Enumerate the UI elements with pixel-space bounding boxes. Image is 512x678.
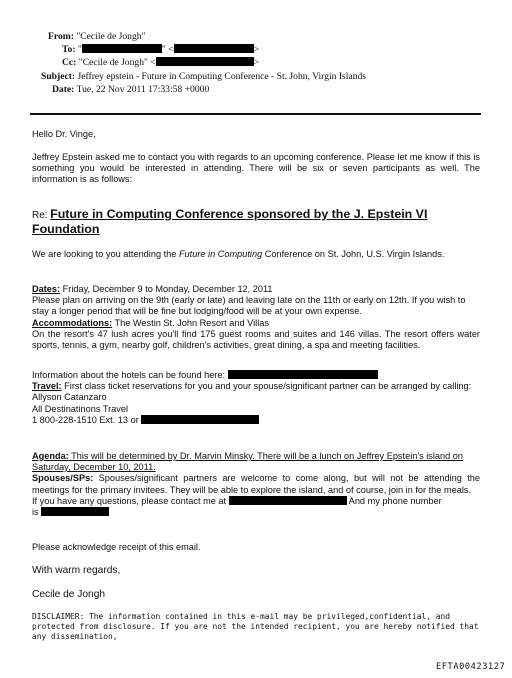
travel-value: First class ticket reservations for you and your spouse/significant partner can be arranged by calling: <box>61 381 472 392</box>
redacted-cc-email <box>156 57 254 66</box>
subject-value: Jeffrey epstein - Future in Computing Conference - St. John, Virgin Islands <box>77 71 367 82</box>
document-id: EFTA00423127 <box>436 662 506 672</box>
acknowledge-line: Please acknowledge receipt of this email. <box>32 542 201 552</box>
disclaimer: DISCLAIMER: The information contained in this e-mail may be privileged,confidential, and protected from disclosure. If you are not the intended recipient, you are hereby notified that any dissemination, <box>32 612 479 641</box>
date-value: Tue, 22 Nov 2011 17:33:58 +0000 <box>76 84 210 95</box>
subject-label: Subject: <box>41 71 76 82</box>
travel-label: Travel: <box>32 381 62 392</box>
from-line <box>48 31 145 43</box>
redacted-to-email <box>174 44 254 53</box>
travel-section <box>32 370 484 426</box>
cc-value: "Cecile de Jongh" < <box>78 57 156 68</box>
dates-label: Dates: <box>32 284 61 294</box>
agenda-label: Agenda: <box>32 451 69 461</box>
subject-line <box>41 71 366 83</box>
to-line: To: " " < > <box>62 44 259 55</box>
header-divider <box>30 113 481 115</box>
dates-value: Friday, December 9 to Monday, December 12, 2011 <box>60 284 273 294</box>
spouses-label: Spouses/SPs: <box>32 473 94 484</box>
greeting: Hello Dr. Vinge, <box>32 129 96 139</box>
agenda-section: Agenda: This will be determined by Dr. Marvin Minsky. There will be a lunch on Jeffrey Epstein's island on Saturday, December 10, 2011. Spouses/SPs: Spouses/significant partners are welcome to come along, but will not be attending the meetings for the primary invitees. They will be able to explore the island, and of course, join in for the meals. If you have any questions, please contact me at And my phone number is <box>32 451 480 518</box>
travel-phone: 1 800-228-1510 Ext. 13 or <box>32 414 142 425</box>
hotels-info: Information about the hotels can be found here: <box>32 370 228 380</box>
cc-line: Cc: "Cecile de Jongh" < > <box>62 57 260 68</box>
cc-label: Cc: <box>62 57 77 68</box>
accommodations-label: Accommodations: <box>32 317 113 328</box>
accommodations-note: On the resort's 47 lush acres you'll find 175 guest rooms and suites and 146 villas. The resort offers water sports, tennis, a gym, nearby golf, children's activities, great dining, a spa and meeting facilities. <box>32 328 480 351</box>
to-label: To: <box>62 44 76 55</box>
travel-company: All Destinatinons Travel <box>32 403 129 414</box>
redacted-phone <box>41 507 109 516</box>
closing-line: With warm regards, <box>32 565 121 576</box>
travel-contact: Allyson Catanzaro <box>32 392 107 403</box>
conference-title: Future in Computing Conference sponsored by the J. Epstein VI Foundation <box>32 207 428 236</box>
date-line <box>52 84 209 96</box>
dates-section <box>32 284 484 351</box>
redacted-travel-contact <box>141 415 259 424</box>
questions-text: If you have any questions, please contact me at <box>32 495 229 506</box>
date-label: Date: <box>52 84 75 95</box>
conference-name: Future in Computing <box>178 249 263 259</box>
attend-paragraph: We are looking to you attending the Future in Computing Conference on St. John, U.S. Virgin Islands. <box>32 249 445 259</box>
redacted-to-name <box>82 44 162 53</box>
signature-line: Cecile de Jongh <box>32 589 106 600</box>
spouses-value: Spouses/significant partners are welcome to come along, but will not be attending the meetings for the primary invitees. They will be able to explore the island, and of course, join in for the meals. <box>32 473 480 495</box>
accommodations-value: The Westin St. John Resort and Villas <box>112 317 269 328</box>
intro-paragraph: Jeffrey Epstein asked me to contact you with regards to an upcoming conference. Please let me know if this is something you would be interested in attending. There will be six or seven participants as well. The information is as follows: <box>32 152 480 185</box>
from-label: From: <box>48 31 74 42</box>
agenda-value: This will be determined by Dr. Marvin Minsky. There will be a lunch on Jeffrey Epstein's island on Saturday, December 10, 2011. <box>32 451 464 473</box>
dates-note: Please plan on arriving on the 9th (early or late) and leaving late on the 11th or early on 12th. If you wish to stay a longer period that will be fine but lodging/food will be at your own expense. <box>32 295 466 317</box>
re-heading <box>32 207 487 237</box>
re-label: Re: <box>32 210 48 221</box>
redacted-email <box>229 496 347 505</box>
redacted-hotel-link <box>228 370 378 379</box>
from-value: "Cecile de Jongh" <box>76 31 146 42</box>
